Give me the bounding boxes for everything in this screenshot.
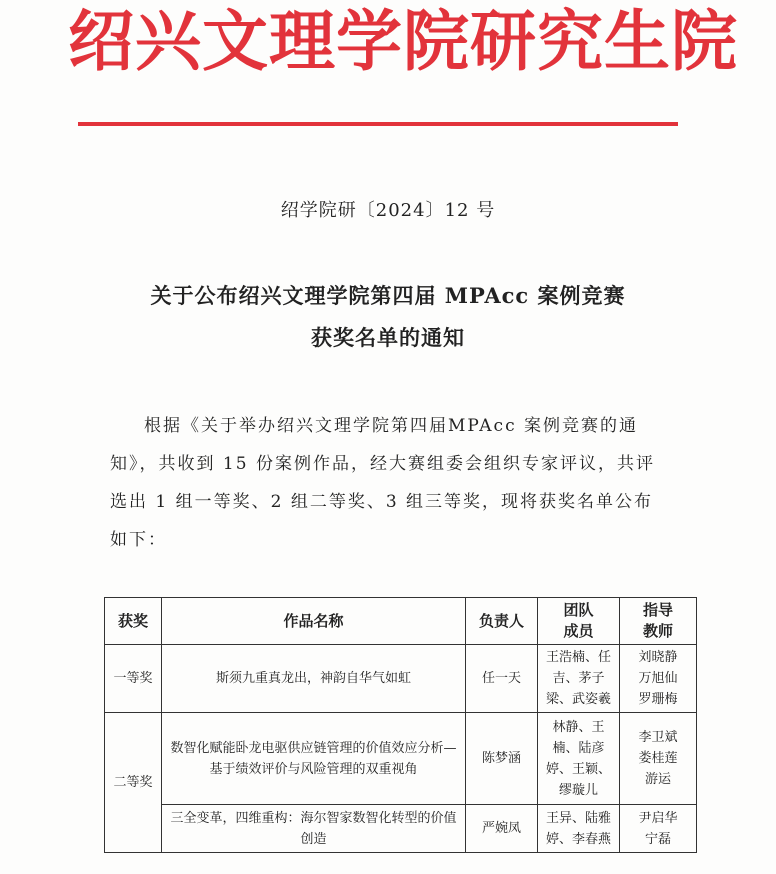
notice-title-line-1: 关于公布绍兴文理学院第四届 MPAcc 案例竞赛 [150, 283, 626, 308]
header-award: 获奖 [105, 598, 162, 645]
red-header-rule [78, 122, 678, 126]
leader-cell: 任一天 [466, 645, 538, 713]
table-header-row [105, 598, 697, 645]
header-team-members: 团队 成员 [538, 598, 620, 645]
work-name-cell: 三全变革，四维重构：海尔智家数智化转型的价值创造 [162, 805, 466, 853]
work-name-cell: 数智化赋能卧龙电驱供应链管理的价值效应分析—基于绩效评价与风险管理的双重视角 [162, 713, 466, 805]
award-list-table [104, 597, 697, 853]
table-row [105, 805, 697, 853]
leader-cell: 严婉凤 [466, 805, 538, 853]
leader-cell: 陈梦涵 [466, 713, 538, 805]
advisors-cell: 刘晓静 万旭仙 罗珊梅 [620, 645, 697, 713]
award-cell: 二等奖 [105, 713, 162, 853]
header-advisors: 指导 教师 [620, 598, 697, 645]
notice-title-line-2: 获奖名单的通知 [311, 325, 465, 350]
table-row [105, 645, 697, 713]
members-cell: 林静、王 楠、陆彦 婷、王颖、 缪璇儿 [538, 713, 620, 805]
advisors-cell: 李卫斌 娄桂莲 游运 [620, 713, 697, 805]
award-cell: 一等奖 [105, 645, 162, 713]
institution-title: 绍兴文理学院研究生院 [68, 3, 738, 80]
table-row [105, 713, 697, 805]
header-work-name: 作品名称 [162, 598, 466, 645]
members-cell: 王浩楠、任 吉、茅子 梁、武姿羲 [538, 645, 620, 713]
work-name-cell: 斯须九重真龙出，神韵自华气如虹 [162, 645, 466, 713]
members-cell: 王异、陆雅 婷、李春燕 [538, 805, 620, 853]
document-number: 绍学院研〔2024〕12 号 [280, 200, 496, 221]
header-leader: 负责人 [466, 598, 538, 645]
notice-body-paragraph: 根据《关于举办绍兴文理学院第四届MPAcc 案例竞赛的通知》，共收到 15 份案例作品，经大赛组委会组织专家评议，共评选出 1 组一等奖、2 组二等奖、3 组三等奖，现将获奖名单公布如下： [110, 416, 655, 550]
advisors-cell: 尹启华 宁磊 [620, 805, 697, 853]
